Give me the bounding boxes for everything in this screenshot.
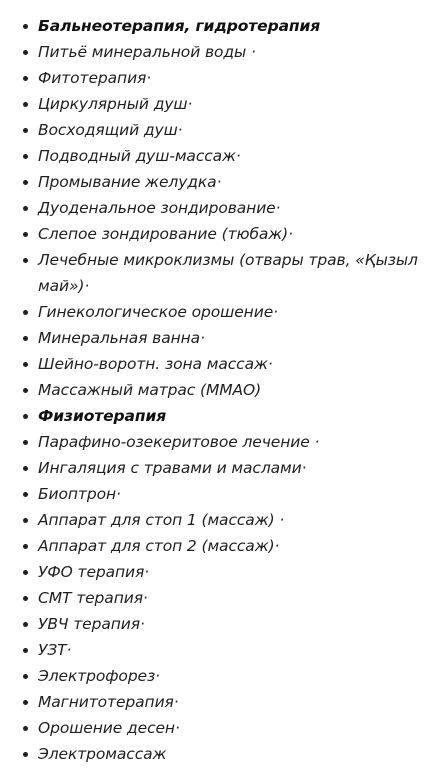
list-item: Орошение десен·: [0, 715, 444, 741]
list-item: Дуоденальное зондирование·: [0, 195, 444, 221]
list-item: Ингаляция с травами и маслами·: [0, 455, 444, 481]
list-item: Аппарат для стоп 2 (массаж)·: [0, 533, 444, 559]
list-item: Циркулярный душ·: [0, 91, 444, 117]
list-item: Минеральная ванна·: [0, 325, 444, 351]
list-item: СМТ терапия·: [0, 585, 444, 611]
list-item: Электромассаж: [0, 741, 444, 767]
list-item: Электрофорез·: [0, 663, 444, 689]
list-item: Биоптрон·: [0, 481, 444, 507]
list-item: Фитотерапия·: [0, 65, 444, 91]
list-item: Лечебные микроклизмы (отвары трав, «Қызыл май»)·: [0, 247, 444, 299]
list-item: Восходящий душ·: [0, 117, 444, 143]
list-item: Гинекологическое орошение·: [0, 299, 444, 325]
list-item: Питьё минеральной воды ·: [0, 39, 444, 65]
list-item: Аппарат для стоп 1 (массаж) ·: [0, 507, 444, 533]
list-item: УВЧ терапия·: [0, 611, 444, 637]
list-item: Массажный матрас (ММАО): [0, 377, 444, 403]
list-item: Парафино-озекеритовое лечение ·: [0, 429, 444, 455]
section-heading-balneotherapy: Бальнеотерапия, гидротерапия: [0, 13, 444, 39]
list-item: Шейно-воротн. зона массаж·: [0, 351, 444, 377]
list-item: УФО терапия·: [0, 559, 444, 585]
list-item: Подводный душ-массаж·: [0, 143, 444, 169]
section-heading-physiotherapy: Физиотерапия: [0, 403, 444, 429]
list-item: Слепое зондирование (тюбаж)·: [0, 221, 444, 247]
list-item: Магнитотерапия·: [0, 689, 444, 715]
list-item: УЗТ·: [0, 637, 444, 663]
list-item: Промывание желудка·: [0, 169, 444, 195]
procedure-list: [0, 13, 444, 767]
